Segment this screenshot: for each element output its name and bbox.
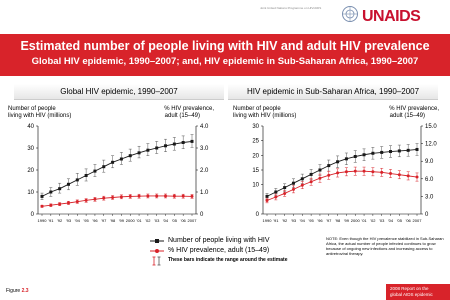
x-tick-label: 2000 bbox=[125, 218, 135, 223]
people-data-point bbox=[58, 187, 61, 190]
legend-prevalence-label: % HIV prevalence, adult (15–49) bbox=[168, 247, 270, 254]
prevalence-series-line bbox=[42, 196, 192, 206]
prevalence-data-point bbox=[318, 177, 321, 180]
x-tick-label: '96 bbox=[92, 218, 98, 223]
left-tick-label: 30 bbox=[27, 146, 34, 152]
people-data-point bbox=[407, 149, 410, 152]
people-data-point bbox=[146, 149, 149, 152]
people-data-point bbox=[85, 174, 88, 177]
slide-title: Estimated number of people living with HIV and adult HIV prevalence bbox=[20, 39, 430, 53]
prevalence-data-point bbox=[58, 203, 61, 206]
x-tick-label: '04 bbox=[387, 218, 394, 223]
people-data-point bbox=[327, 164, 330, 167]
x-tick-label: '94 bbox=[74, 218, 80, 223]
people-data-point bbox=[191, 140, 194, 143]
x-tick-label: '93 bbox=[65, 218, 72, 223]
legend-people-symbol-icon bbox=[150, 236, 164, 246]
x-tick-label: 1990 bbox=[37, 218, 47, 223]
prevalence-data-point bbox=[407, 174, 410, 177]
right-tick-label: 15.0 bbox=[425, 124, 437, 130]
prevalence-data-point bbox=[164, 194, 167, 197]
unaids-logo bbox=[362, 8, 420, 26]
slide-subtitle: Global HIV epidemic, 1990–2007; and, HIV epidemic in Sub-Saharan Africa, 1990–2007 bbox=[31, 56, 419, 67]
right-tick-label: 2.0 bbox=[200, 168, 209, 174]
right-tick-label: 9.0 bbox=[425, 159, 434, 166]
x-tick-label: '05 bbox=[171, 218, 177, 223]
people-data-point bbox=[266, 195, 269, 198]
right-tick-label: 3.0 bbox=[425, 194, 434, 201]
x-tick-label: '05 bbox=[396, 218, 402, 223]
prevalence-data-point bbox=[49, 204, 52, 207]
legend-people-label: Number of people living with HIV bbox=[168, 237, 270, 244]
right-tick-label: 0 bbox=[425, 212, 429, 218]
prevalence-data-point bbox=[345, 170, 348, 173]
right-tick-label: 3.0 bbox=[200, 146, 209, 152]
figure-label bbox=[6, 288, 29, 294]
people-data-point bbox=[182, 141, 185, 144]
left-tick-label: 30 bbox=[252, 124, 259, 130]
prevalence-data-point bbox=[380, 171, 383, 174]
people-data-point bbox=[283, 186, 286, 189]
prevalence-data-point bbox=[371, 170, 374, 173]
prevalence-data-point bbox=[327, 174, 330, 177]
x-tick-label: '93 bbox=[290, 218, 297, 223]
people-data-point bbox=[120, 158, 123, 161]
left-tick-label: 20 bbox=[252, 153, 259, 160]
x-tick-label: '97 bbox=[326, 218, 332, 223]
prevalence-data-point bbox=[191, 195, 194, 198]
prevalence-data-point bbox=[416, 176, 419, 179]
people-data-point bbox=[345, 157, 348, 160]
prevalence-data-point bbox=[182, 195, 185, 198]
people-data-point bbox=[318, 169, 321, 172]
people-data-point bbox=[274, 191, 277, 194]
x-tick-label: '06 bbox=[180, 218, 186, 223]
x-tick-label: '99 bbox=[118, 218, 125, 223]
people-data-point bbox=[301, 177, 304, 180]
figure-prefix: Figure bbox=[6, 288, 21, 294]
x-tick-label: '06 bbox=[405, 218, 411, 223]
x-tick-label: '91 bbox=[48, 218, 54, 223]
prevalence-data-point bbox=[146, 194, 149, 197]
people-data-point bbox=[336, 160, 339, 163]
left-axis-label-line2: living with HIV (millions) bbox=[8, 113, 72, 119]
note-text: NOTE: Even though the HIV prevalence stabilized in Sub-Saharan Africa, the actual number of people infected continues to grow because of ongoing new infections and increasing access to antiretroviral therapy. bbox=[326, 236, 444, 256]
people-data-point bbox=[363, 153, 366, 156]
legend-range-symbol-icon bbox=[150, 256, 164, 266]
prevalence-data-point bbox=[363, 170, 366, 173]
people-data-point bbox=[354, 155, 357, 158]
x-tick-label: '94 bbox=[299, 218, 305, 223]
people-series-line bbox=[267, 149, 417, 196]
left-tick-label: 0 bbox=[255, 212, 259, 218]
prevalence-data-point bbox=[354, 170, 357, 173]
legend-item-range bbox=[150, 256, 287, 265]
left-axis-label-line2: living with HIV (millions) bbox=[233, 113, 297, 119]
legend-range-label: These bars indicate the range around the estimate bbox=[168, 257, 288, 263]
legend-item-prevalence bbox=[150, 246, 287, 256]
x-tick-label: '98 bbox=[109, 218, 116, 223]
un-emblem-icon bbox=[341, 5, 359, 23]
x-tick-label: '99 bbox=[343, 218, 350, 223]
prevalence-data-point bbox=[93, 198, 96, 201]
people-data-point bbox=[129, 154, 132, 157]
x-tick-label: '01 bbox=[361, 218, 367, 223]
x-tick-label: '95 bbox=[308, 218, 314, 223]
people-series-line bbox=[42, 141, 192, 196]
right-chart-title: HIV epidemic in Sub-Saharan Africa, 1990–2007 bbox=[228, 84, 438, 100]
prevalence-data-point bbox=[283, 192, 286, 195]
left-tick-label: 40 bbox=[27, 124, 34, 130]
report-line-1: 2008 Report on the bbox=[390, 286, 429, 291]
top-bar bbox=[0, 0, 450, 34]
prevalence-data-point bbox=[274, 195, 277, 198]
left-chart-title: Global HIV epidemic, 1990–2007 bbox=[14, 84, 224, 100]
x-tick-label: '04 bbox=[162, 218, 169, 223]
prevalence-series-line bbox=[267, 171, 417, 200]
people-data-point bbox=[371, 152, 374, 155]
x-tick-label: '02 bbox=[370, 218, 376, 223]
x-tick-label: 2000 bbox=[350, 218, 360, 223]
people-data-point bbox=[380, 151, 383, 154]
right-axis-label-line1: % HIV prevalence, bbox=[164, 106, 214, 112]
left-tick-label: 20 bbox=[27, 168, 34, 174]
left-tick-label: 10 bbox=[27, 190, 34, 196]
left-tick-label: 0 bbox=[30, 212, 34, 218]
left-tick-label: 25 bbox=[252, 138, 259, 145]
x-tick-label: 2007 bbox=[187, 218, 197, 223]
people-data-point bbox=[310, 173, 313, 176]
right-axis-label-line2: adult (15–49) bbox=[164, 113, 200, 119]
right-tick-label: 1.0 bbox=[200, 190, 209, 196]
global-chart bbox=[0, 102, 225, 234]
people-data-point bbox=[292, 182, 295, 185]
right-axis-label-line2: adult (15–49) bbox=[389, 113, 425, 119]
left-axis-label-line1: Number of people bbox=[233, 106, 281, 112]
people-data-point bbox=[102, 165, 105, 168]
prevalence-data-point bbox=[292, 188, 295, 191]
logo-text: UNAIDS bbox=[362, 8, 421, 25]
x-tick-label: 2007 bbox=[412, 218, 422, 223]
legend bbox=[150, 236, 287, 265]
x-tick-label: '97 bbox=[101, 218, 107, 223]
people-data-point bbox=[138, 151, 141, 154]
prevalence-data-point bbox=[76, 200, 79, 203]
people-data-point bbox=[164, 144, 167, 147]
prevalence-data-point bbox=[301, 184, 304, 187]
prevalence-data-point bbox=[310, 180, 313, 183]
x-tick-label: 1990 bbox=[262, 218, 272, 223]
prevalence-data-point bbox=[111, 196, 114, 199]
people-data-point bbox=[49, 191, 52, 194]
report-line-2: global AIDS epidemic bbox=[390, 291, 433, 297]
people-data-point bbox=[398, 149, 401, 152]
x-tick-label: '92 bbox=[282, 218, 288, 223]
right-tick-label: 4.0 bbox=[200, 124, 209, 130]
left-axis-label-line1: Number of people bbox=[8, 106, 56, 112]
x-tick-label: '92 bbox=[57, 218, 63, 223]
x-tick-label: '95 bbox=[83, 218, 89, 223]
prevalence-data-point bbox=[85, 199, 88, 202]
prevalence-data-point bbox=[336, 171, 339, 174]
right-axis-label-line1: % HIV prevalence, bbox=[389, 106, 439, 112]
x-tick-label: '02 bbox=[145, 218, 151, 223]
report-badge bbox=[386, 284, 450, 300]
title-banner bbox=[0, 34, 450, 76]
people-data-point bbox=[389, 150, 392, 153]
x-tick-label: '96 bbox=[317, 218, 323, 223]
people-data-point bbox=[93, 170, 96, 173]
x-tick-label: '91 bbox=[273, 218, 279, 223]
prevalence-data-point bbox=[67, 202, 70, 205]
prevalence-data-point bbox=[129, 195, 132, 198]
programme-name: Joint United Nations Programme on HIV/AIDS bbox=[260, 6, 322, 10]
legend-item-people bbox=[150, 236, 287, 246]
figure-number: 2.3 bbox=[21, 288, 29, 294]
prevalence-data-point bbox=[138, 195, 141, 198]
people-data-point bbox=[416, 148, 419, 151]
prevalence-data-point bbox=[120, 195, 123, 198]
prevalence-data-point bbox=[41, 205, 44, 208]
people-data-point bbox=[41, 195, 44, 198]
right-tick-label: 0 bbox=[200, 212, 204, 218]
people-data-point bbox=[111, 161, 114, 164]
people-data-point bbox=[155, 147, 158, 150]
x-tick-label: '03 bbox=[379, 218, 385, 223]
people-data-point bbox=[173, 143, 176, 146]
prevalence-data-point bbox=[155, 194, 158, 197]
x-tick-label: '01 bbox=[136, 218, 142, 223]
prevalence-data-point bbox=[398, 173, 401, 176]
prevalence-data-point bbox=[266, 199, 269, 202]
prevalence-data-point bbox=[389, 172, 392, 175]
ssa-chart bbox=[225, 102, 450, 234]
prevalence-data-point bbox=[102, 197, 105, 200]
right-tick-label: 12.0 bbox=[425, 141, 437, 148]
legend-prevalence-symbol-icon bbox=[150, 246, 164, 256]
prevalence-data-point bbox=[173, 195, 176, 198]
x-tick-label: '03 bbox=[154, 218, 160, 223]
x-tick-label: '98 bbox=[334, 218, 341, 223]
people-data-point bbox=[76, 178, 79, 181]
left-tick-label: 10 bbox=[252, 182, 259, 189]
right-tick-label: 6.0 bbox=[425, 176, 434, 183]
left-tick-label: 15 bbox=[252, 168, 259, 174]
people-data-point bbox=[67, 183, 70, 186]
